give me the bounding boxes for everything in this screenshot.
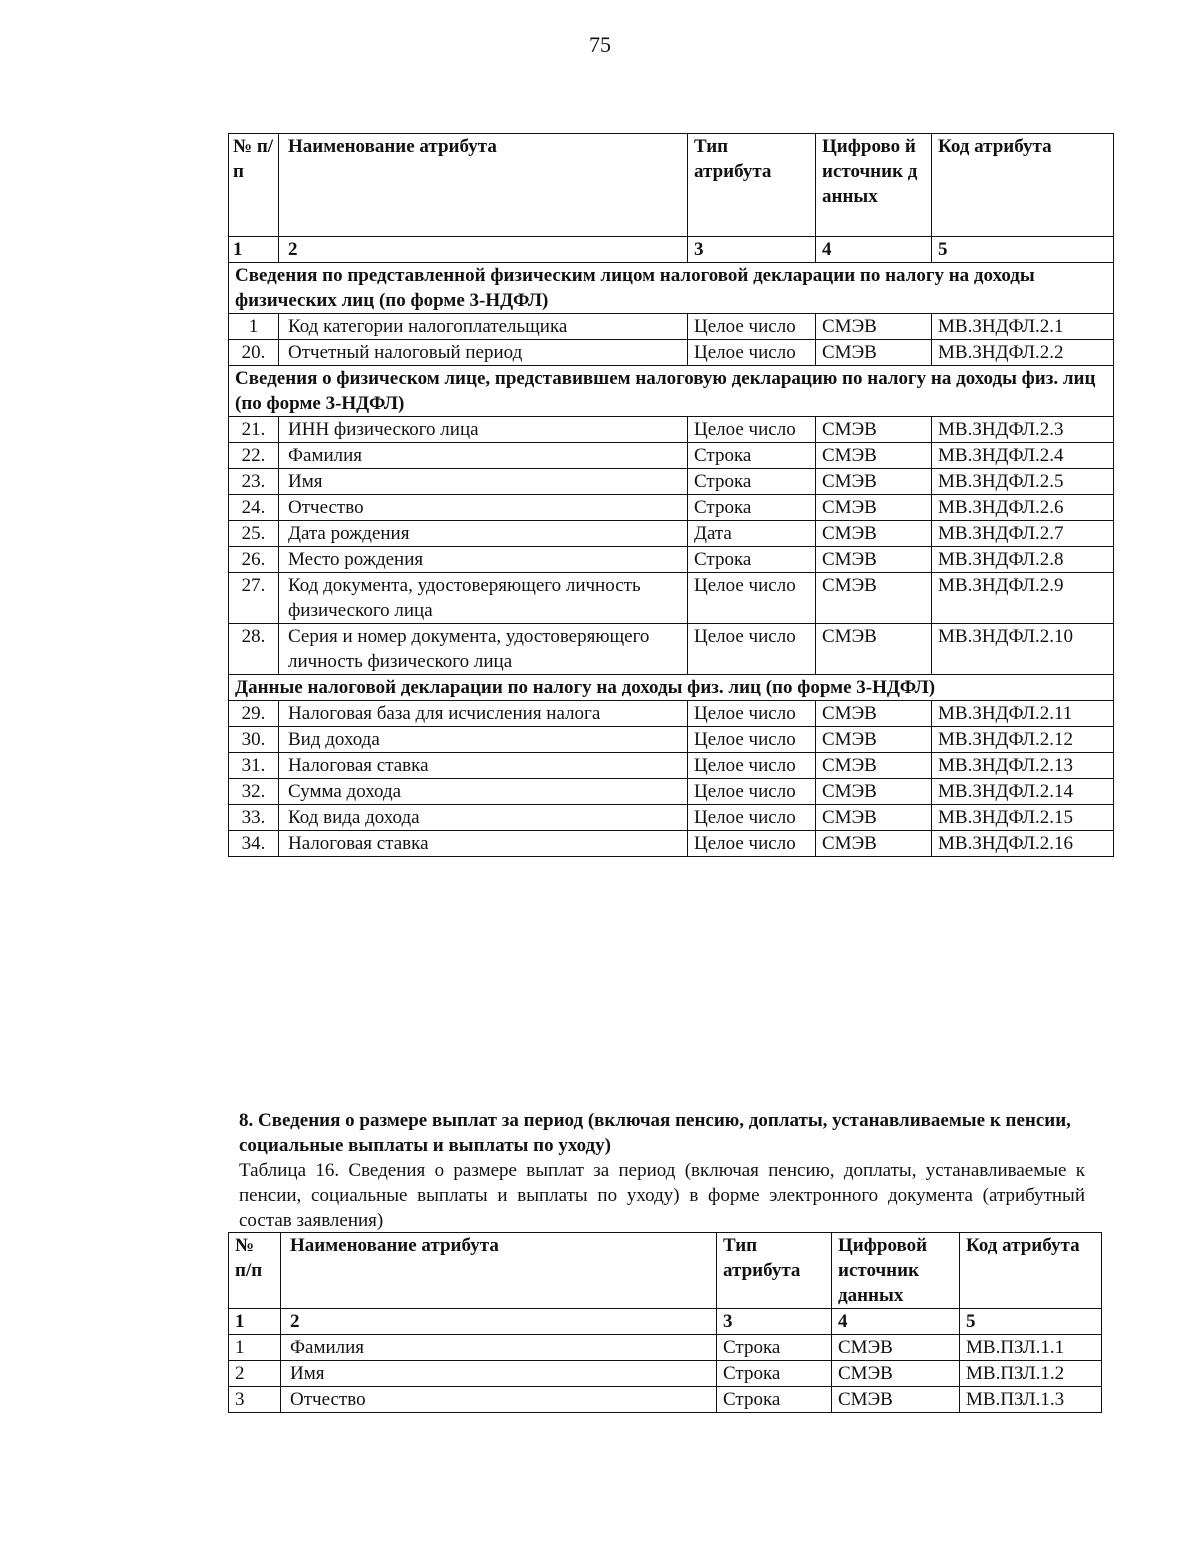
row-number: 1 bbox=[229, 314, 279, 340]
row-number: 26. bbox=[229, 547, 279, 573]
table-row bbox=[229, 1387, 1102, 1413]
row-number: 21. bbox=[229, 417, 279, 443]
data-source: СМЭВ bbox=[816, 779, 932, 805]
data-source: СМЭВ bbox=[816, 495, 932, 521]
attribute-code: МВ.ЗНДФЛ.2.1 bbox=[932, 314, 1114, 340]
section-title: Сведения по представленной физическим лицом налоговой декларации по налогу на доходы физических лиц (по форме 3-НДФЛ) bbox=[229, 263, 1114, 314]
attribute-code: МВ.ЗНДФЛ.2.15 bbox=[932, 805, 1114, 831]
table-row bbox=[229, 417, 1114, 443]
attribute-code: МВ.ЗНДФЛ.2.3 bbox=[932, 417, 1114, 443]
row-number: 32. bbox=[229, 779, 279, 805]
attribute-name: Код документа, удостоверяющего личность физического лица bbox=[279, 573, 688, 624]
row-number: 27. bbox=[229, 573, 279, 624]
section-title: Сведения о физическом лице, представившем налоговую декларацию по налогу на доходы физ. лиц (по форме 3-НДФЛ) bbox=[229, 366, 1114, 417]
attribute-code: МВ.ЗНДФЛ.2.11 bbox=[932, 701, 1114, 727]
section-8-block bbox=[239, 1108, 1085, 1233]
table-row bbox=[229, 624, 1114, 675]
attribute-name: Фамилия bbox=[281, 1335, 717, 1361]
attribute-name: Налоговая ставка bbox=[279, 831, 688, 857]
attribute-type: Строка bbox=[717, 1361, 832, 1387]
data-source: СМЭВ bbox=[816, 831, 932, 857]
column-number: 2 bbox=[281, 1309, 717, 1335]
attribute-name: Имя bbox=[279, 469, 688, 495]
data-source: СМЭВ bbox=[816, 443, 932, 469]
table-row bbox=[229, 701, 1114, 727]
row-number: 23. bbox=[229, 469, 279, 495]
attribute-type: Целое число bbox=[688, 624, 816, 675]
section-row bbox=[229, 263, 1114, 314]
column-number: 4 bbox=[832, 1309, 960, 1335]
attribute-type: Целое число bbox=[688, 701, 816, 727]
header-code: Код атрибута bbox=[960, 1233, 1102, 1309]
attribute-table-3ndfl bbox=[228, 133, 1114, 857]
attribute-code: МВ.ЗНДФЛ.2.7 bbox=[932, 521, 1114, 547]
column-numbers-row bbox=[229, 1309, 1102, 1335]
data-source: СМЭВ bbox=[816, 753, 932, 779]
attribute-name: Отчество bbox=[281, 1387, 717, 1413]
row-number: 28. bbox=[229, 624, 279, 675]
attribute-type: Строка bbox=[717, 1387, 832, 1413]
attribute-type: Целое число bbox=[688, 831, 816, 857]
attribute-code: МВ.ЗНДФЛ.2.13 bbox=[932, 753, 1114, 779]
table-header-row bbox=[229, 1233, 1102, 1309]
header-type: Тип атрибута bbox=[717, 1233, 832, 1309]
row-number: 1 bbox=[229, 1335, 281, 1361]
attribute-name: Отчетный налоговый период bbox=[279, 340, 688, 366]
section-heading: 8. Сведения о размере выплат за период (включая пенсию, доплаты, устанавливаемые к пенсии, социальные выплаты и выплаты по уходу) bbox=[239, 1110, 1071, 1156]
row-number: 33. bbox=[229, 805, 279, 831]
table-caption: Таблица 16. Сведения о размере выплат за период (включая пенсию, доплаты, устанавливаемые к пенсии, социальные выплаты и выплаты по уходу) в форме электронного документа (атрибутный состав заявления) bbox=[239, 1160, 1085, 1231]
data-source: СМЭВ bbox=[832, 1387, 960, 1413]
row-number: 29. bbox=[229, 701, 279, 727]
attribute-name: Имя bbox=[281, 1361, 717, 1387]
table-body bbox=[229, 263, 1114, 857]
data-source: СМЭВ bbox=[816, 340, 932, 366]
attribute-code: МВ.ЗНДФЛ.2.9 bbox=[932, 573, 1114, 624]
table-row bbox=[229, 805, 1114, 831]
header-code: Код атрибута bbox=[932, 134, 1114, 237]
attribute-code: МВ.ЗНДФЛ.2.14 bbox=[932, 779, 1114, 805]
data-source: СМЭВ bbox=[832, 1361, 960, 1387]
attribute-code: МВ.ЗНДФЛ.2.16 bbox=[932, 831, 1114, 857]
column-number: 3 bbox=[717, 1309, 832, 1335]
attribute-name: Отчество bbox=[279, 495, 688, 521]
attribute-code: МВ.ЗНДФЛ.2.4 bbox=[932, 443, 1114, 469]
table-row bbox=[229, 443, 1114, 469]
attribute-name: Вид дохода bbox=[279, 727, 688, 753]
table-body bbox=[229, 1335, 1102, 1413]
attribute-code: МВ.ПЗЛ.1.1 bbox=[960, 1335, 1102, 1361]
row-number: 22. bbox=[229, 443, 279, 469]
row-number: 2 bbox=[229, 1361, 281, 1387]
attribute-type: Дата bbox=[688, 521, 816, 547]
column-number: 2 bbox=[279, 237, 688, 263]
table-row bbox=[229, 469, 1114, 495]
table-row bbox=[229, 1361, 1102, 1387]
column-number: 3 bbox=[688, 237, 816, 263]
attribute-name: Фамилия bbox=[279, 443, 688, 469]
page-number: 75 bbox=[589, 32, 611, 57]
table-row bbox=[229, 831, 1114, 857]
attribute-name: Налоговая база для исчисления налога bbox=[279, 701, 688, 727]
row-number: 31. bbox=[229, 753, 279, 779]
attribute-type: Целое число bbox=[688, 727, 816, 753]
data-source: СМЭВ bbox=[816, 805, 932, 831]
attribute-name: Серия и номер документа, удостоверяющего личность физического лица bbox=[279, 624, 688, 675]
data-source: СМЭВ bbox=[816, 727, 932, 753]
column-number: 1 bbox=[229, 1309, 281, 1335]
attribute-type: Строка bbox=[688, 469, 816, 495]
header-num: № п/п bbox=[229, 1233, 281, 1309]
column-number: 5 bbox=[932, 237, 1114, 263]
row-number: 3 bbox=[229, 1387, 281, 1413]
attribute-code: МВ.ПЗЛ.1.3 bbox=[960, 1387, 1102, 1413]
attribute-name: Налоговая ставка bbox=[279, 753, 688, 779]
attribute-type: Строка bbox=[688, 495, 816, 521]
attribute-code: МВ.ЗНДФЛ.2.2 bbox=[932, 340, 1114, 366]
attribute-name: Место рождения bbox=[279, 547, 688, 573]
header-num: № п/п bbox=[229, 134, 279, 237]
attribute-code: МВ.ЗНДФЛ.2.6 bbox=[932, 495, 1114, 521]
header-name: Наименование атрибута bbox=[281, 1233, 717, 1309]
attribute-name: Сумма дохода bbox=[279, 779, 688, 805]
table-row bbox=[229, 547, 1114, 573]
table-row bbox=[229, 779, 1114, 805]
attribute-code: МВ.ЗНДФЛ.2.10 bbox=[932, 624, 1114, 675]
section-title: Данные налоговой декларации по налогу на доходы физ. лиц (по форме 3-НДФЛ) bbox=[229, 675, 1114, 701]
table-row bbox=[229, 727, 1114, 753]
attribute-type: Строка bbox=[717, 1335, 832, 1361]
attribute-code: МВ.ЗНДФЛ.2.5 bbox=[932, 469, 1114, 495]
data-source: СМЭВ bbox=[816, 314, 932, 340]
column-number: 1 bbox=[229, 237, 279, 263]
attribute-name: Код категории налогоплательщика bbox=[279, 314, 688, 340]
row-number: 34. bbox=[229, 831, 279, 857]
header-type: Тип атрибута bbox=[688, 134, 816, 237]
data-source: СМЭВ bbox=[832, 1335, 960, 1361]
table-row bbox=[229, 753, 1114, 779]
row-number: 25. bbox=[229, 521, 279, 547]
attribute-code: МВ.ЗНДФЛ.2.12 bbox=[932, 727, 1114, 753]
attribute-type: Строка bbox=[688, 443, 816, 469]
table-row bbox=[229, 495, 1114, 521]
data-source: СМЭВ bbox=[816, 469, 932, 495]
table-row bbox=[229, 521, 1114, 547]
data-source: СМЭВ bbox=[816, 547, 932, 573]
attribute-type: Целое число bbox=[688, 573, 816, 624]
data-source: СМЭВ bbox=[816, 573, 932, 624]
data-source: СМЭВ bbox=[816, 417, 932, 443]
header-name: Наименование атрибута bbox=[279, 134, 688, 237]
column-number: 4 bbox=[816, 237, 932, 263]
attribute-name: Дата рождения bbox=[279, 521, 688, 547]
attribute-name: ИНН физического лица bbox=[279, 417, 688, 443]
attribute-code: МВ.ЗНДФЛ.2.8 bbox=[932, 547, 1114, 573]
data-source: СМЭВ bbox=[816, 624, 932, 675]
attribute-type: Целое число bbox=[688, 417, 816, 443]
attribute-type: Целое число bbox=[688, 805, 816, 831]
attribute-type: Целое число bbox=[688, 314, 816, 340]
attribute-type: Строка bbox=[688, 547, 816, 573]
attribute-type: Целое число bbox=[688, 779, 816, 805]
table-row bbox=[229, 314, 1114, 340]
attribute-table-payments bbox=[228, 1232, 1102, 1413]
attribute-name: Код вида дохода bbox=[279, 805, 688, 831]
section-row bbox=[229, 366, 1114, 417]
attribute-code: МВ.ПЗЛ.1.2 bbox=[960, 1361, 1102, 1387]
attribute-type: Целое число bbox=[688, 340, 816, 366]
header-source: Цифрово й источник данных bbox=[816, 134, 932, 237]
row-number: 30. bbox=[229, 727, 279, 753]
data-source: СМЭВ bbox=[816, 521, 932, 547]
table-header-row bbox=[229, 134, 1114, 237]
header-source: Цифровой источник данных bbox=[832, 1233, 960, 1309]
section-row bbox=[229, 675, 1114, 701]
column-number: 5 bbox=[960, 1309, 1102, 1335]
row-number: 20. bbox=[229, 340, 279, 366]
data-source: СМЭВ bbox=[816, 701, 932, 727]
table-row bbox=[229, 1335, 1102, 1361]
attribute-type: Целое число bbox=[688, 753, 816, 779]
table-row bbox=[229, 340, 1114, 366]
row-number: 24. bbox=[229, 495, 279, 521]
column-numbers-row bbox=[229, 237, 1114, 263]
table-row bbox=[229, 573, 1114, 624]
